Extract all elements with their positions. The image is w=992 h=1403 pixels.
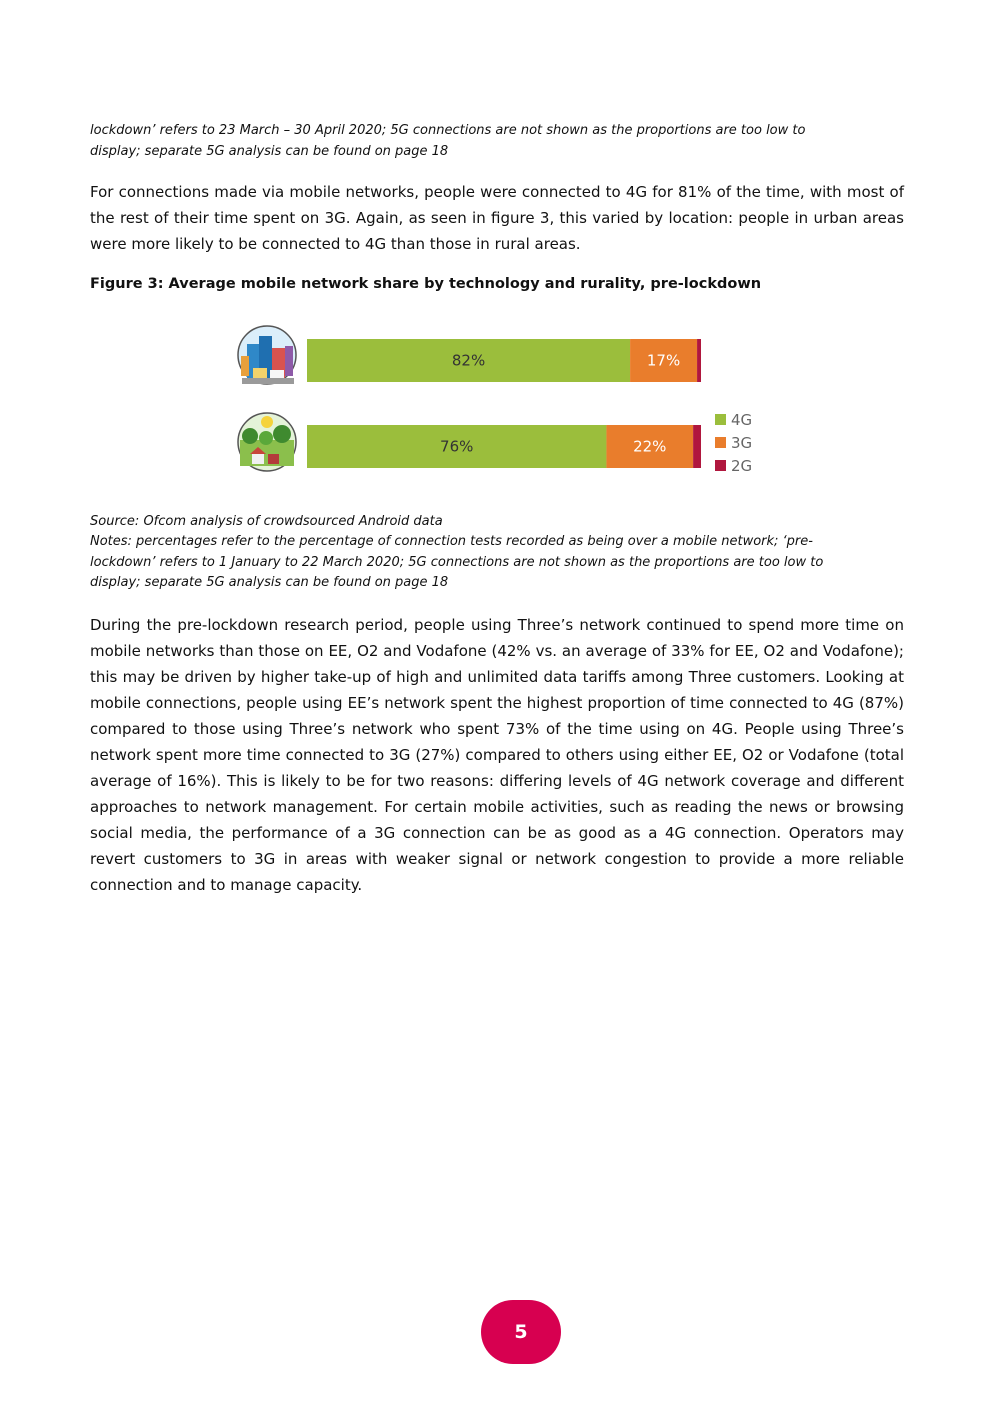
top-footnote: lockdown’ refers to 23 March – 30 April 2020; 5G connections are not shown as the proportions are too low to display; separate 5G analysis can be found on page 18 — [90, 123, 806, 159]
figure-title: Figure 3: Average mobile network share by technology and rurality, pre-lockdown — [90, 276, 762, 292]
bar-label-urban-4g: 82% — [451, 351, 486, 370]
legend-label-3g: 3G — [731, 434, 753, 452]
city-icon — [238, 326, 296, 384]
bar-label-rural-4g: 76% — [440, 437, 474, 456]
bar-urban-2g — [697, 339, 701, 382]
bar-rural-2g — [693, 425, 701, 468]
stacked-bar-chart — [230, 318, 770, 483]
legend-swatch-2g — [715, 460, 726, 471]
chart-notes: Notes: percentages refer to the percentage of connection tests recorded as being over a mobile network; ‘pre-lockdown’ refers to 1 January to 22 March 2020; 5G connections are not shown as the proportions are too low to display; separate 5G analysis can be found on page 18 — [90, 534, 824, 590]
paragraph-4g-share: For connections made via mobile networks, people were connected to 4G for 81% of the time, with most of the rest of their time spent on 3G. Again, as seen in figure 3, this varied by location: people in urban areas were more likely to be connected to 4G than those in rural areas. — [90, 183, 904, 253]
countryside-icon — [238, 413, 296, 471]
legend-swatch-4g — [715, 414, 726, 425]
legend-label-2g: 2G — [731, 457, 753, 475]
page-number-badge — [481, 1300, 561, 1364]
paragraph-operators: During the pre-lockdown research period, people using Three’s network continued to spend more time on mobile networks than those on EE, O2 and Vodafone (42% vs. an average of 33% for EE, O2 and Vodafone); this may be driven by higher take-up of high and unlimited data tariffs among Three customers. Looking at mobile connections, people using EE’s network spent the highest proportion of time connected to 4G (87%) compared to those using Three’s network who spent 73% of the time using on 4G. People using Three’s network spent more time connected to 3G (27%) compared to others using either EE, O2 or Vodafone (total average of 16%). This is likely to be for two reasons: differing levels of 4G network coverage and different approaches to network management. For certain mobile activities, such as reading the news or browsing social media, the performance of a 3G connection can be as good as a 4G connection. Operators may revert customers to 3G in areas with weaker signal or network congestion to provide a more reliable connection and to manage capacity. — [90, 616, 904, 894]
chart-legend — [715, 411, 752, 475]
bar-label-rural-3g: 22% — [633, 437, 667, 456]
page-number: 5 — [514, 1321, 528, 1343]
legend-swatch-3g — [715, 437, 726, 448]
bar-label-urban-3g: 17% — [646, 351, 681, 370]
legend-label-4g: 4G — [731, 411, 753, 429]
chart-source: Source: Ofcom analysis of crowdsourced Android data — [90, 514, 443, 529]
